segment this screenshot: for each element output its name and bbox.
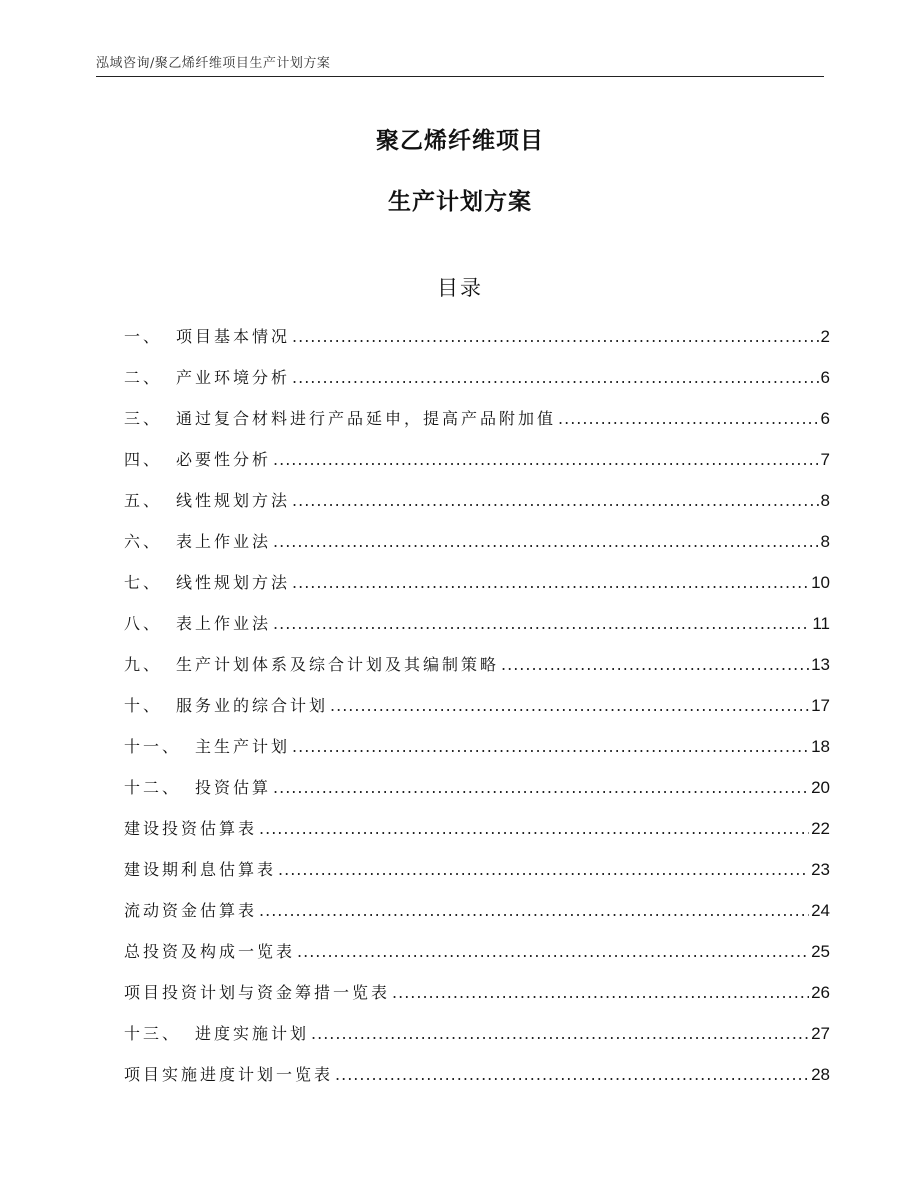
toc-dot-leader bbox=[259, 814, 809, 844]
toc-entry[interactable] bbox=[124, 1060, 830, 1101]
toc-entry-label bbox=[124, 322, 290, 352]
toc-dot-leader bbox=[558, 404, 819, 434]
toc-entry-title: 流动资金估算表 bbox=[124, 901, 258, 920]
toc-entry-label bbox=[124, 773, 271, 803]
toc-entry-page-number: 8 bbox=[820, 491, 830, 510]
toc-entry-title: 表上作业法 bbox=[176, 614, 272, 633]
toc-entry-page-number: 10 bbox=[811, 573, 830, 592]
toc-entry-page-number: 20 bbox=[811, 778, 830, 797]
toc-entry-number: 十三、 bbox=[124, 1024, 182, 1043]
toc-entry-page-number: 6 bbox=[820, 409, 830, 428]
toc-entry-page-number: 18 bbox=[811, 737, 830, 756]
header-divider bbox=[96, 76, 824, 77]
toc-entry[interactable] bbox=[124, 609, 830, 650]
toc-entry-title: 项目投资计划与资金筹措一览表 bbox=[124, 983, 391, 1002]
toc-entry-label bbox=[124, 404, 556, 434]
toc-entry-label bbox=[124, 1060, 333, 1090]
document-title: 聚乙烯纤维项目 bbox=[376, 128, 544, 154]
toc-dot-leader bbox=[311, 1019, 809, 1049]
toc-entry-label bbox=[124, 363, 290, 393]
toc-entry[interactable] bbox=[124, 896, 830, 937]
toc-entry-label bbox=[124, 814, 257, 844]
toc-entry-label bbox=[124, 978, 390, 1008]
toc-entry[interactable] bbox=[124, 527, 830, 568]
toc-entry-title: 建设期利息估算表 bbox=[124, 860, 277, 879]
toc-dot-leader bbox=[330, 691, 809, 721]
running-header: 泓域咨询/聚乙烯纤维项目生产计划方案 bbox=[96, 56, 331, 71]
toc-entry-number: 七、 bbox=[124, 573, 163, 592]
toc-entry-title: 建设投资估算表 bbox=[124, 819, 258, 838]
toc-entry-title: 产业环境分析 bbox=[176, 368, 291, 387]
toc-dot-leader bbox=[273, 609, 810, 639]
toc-dot-leader bbox=[292, 322, 819, 352]
toc-entry-label bbox=[124, 568, 290, 598]
toc-entry-page-number: 2 bbox=[820, 327, 830, 346]
toc-entry-title: 项目实施进度计划一览表 bbox=[124, 1065, 334, 1084]
toc-dot-leader bbox=[292, 486, 819, 516]
toc-entry-title: 线性规划方法 bbox=[176, 491, 291, 510]
toc-entry-number: 一、 bbox=[124, 327, 163, 346]
toc-entry-title: 投资估算 bbox=[195, 778, 272, 797]
toc-entry-page-number: 25 bbox=[811, 942, 830, 961]
toc-entry[interactable] bbox=[124, 937, 830, 978]
toc-entry[interactable] bbox=[124, 322, 830, 363]
toc-entry-title: 必要性分析 bbox=[176, 450, 272, 469]
toc-entry-label bbox=[124, 691, 328, 721]
toc-entry-number: 二、 bbox=[124, 368, 163, 387]
toc-entry-page-number: 13 bbox=[811, 655, 830, 674]
toc-heading: 目录 bbox=[437, 276, 483, 300]
toc-dot-leader bbox=[392, 978, 809, 1008]
toc-entry-page-number: 28 bbox=[811, 1065, 830, 1084]
toc-entry-page-number: 22 bbox=[811, 819, 830, 838]
toc-dot-leader bbox=[259, 896, 809, 926]
table-of-contents bbox=[124, 322, 830, 1101]
toc-entry-number: 八、 bbox=[124, 614, 163, 633]
toc-entry-label bbox=[124, 445, 271, 475]
toc-entry[interactable] bbox=[124, 1019, 830, 1060]
toc-entry-title: 总投资及构成一览表 bbox=[124, 942, 296, 961]
toc-dot-leader bbox=[273, 445, 819, 475]
toc-dot-leader bbox=[335, 1060, 809, 1090]
toc-entry[interactable] bbox=[124, 404, 830, 445]
toc-entry-title: 项目基本情况 bbox=[176, 327, 291, 346]
toc-entry[interactable] bbox=[124, 363, 830, 404]
toc-entry-title: 生产计划体系及综合计划及其编制策略 bbox=[176, 655, 500, 674]
toc-entry-page-number: 8 bbox=[820, 532, 830, 551]
toc-entry-title: 通过复合材料进行产品延申，提高产品附加值 bbox=[176, 409, 557, 428]
toc-entry[interactable] bbox=[124, 486, 830, 527]
toc-entry-page-number: 26 bbox=[811, 983, 830, 1002]
toc-entry-page-number: 11 bbox=[812, 614, 830, 633]
toc-dot-leader bbox=[297, 937, 809, 967]
toc-entry-title: 服务业的综合计划 bbox=[176, 696, 329, 715]
toc-entry[interactable] bbox=[124, 773, 830, 814]
toc-entry-page-number: 7 bbox=[820, 450, 830, 469]
toc-dot-leader bbox=[273, 773, 809, 803]
toc-entry-label bbox=[124, 527, 271, 557]
toc-entry-page-number: 6 bbox=[820, 368, 830, 387]
toc-dot-leader bbox=[501, 650, 809, 680]
toc-entry-label bbox=[124, 1019, 309, 1049]
toc-entry-label bbox=[124, 896, 257, 926]
toc-entry-number: 三、 bbox=[124, 409, 163, 428]
toc-entry-number: 六、 bbox=[124, 532, 163, 551]
toc-entry-title: 表上作业法 bbox=[176, 532, 272, 551]
document-subtitle: 生产计划方案 bbox=[388, 189, 532, 215]
toc-dot-leader bbox=[273, 527, 819, 557]
toc-entry-number: 九、 bbox=[124, 655, 163, 674]
toc-entry[interactable] bbox=[124, 650, 830, 691]
toc-entry-label bbox=[124, 937, 295, 967]
toc-entry-page-number: 24 bbox=[811, 901, 830, 920]
toc-entry[interactable] bbox=[124, 978, 830, 1019]
toc-entry[interactable] bbox=[124, 732, 830, 773]
toc-entry-title: 主生产计划 bbox=[195, 737, 291, 756]
toc-entry-title: 线性规划方法 bbox=[176, 573, 291, 592]
toc-entry-page-number: 23 bbox=[811, 860, 830, 879]
toc-entry-number: 五、 bbox=[124, 491, 163, 510]
toc-entry-number: 十二、 bbox=[124, 778, 182, 797]
toc-dot-leader bbox=[292, 568, 809, 598]
toc-entry[interactable] bbox=[124, 445, 830, 486]
toc-entry[interactable] bbox=[124, 691, 830, 732]
toc-entry-number: 十、 bbox=[124, 696, 163, 715]
toc-entry-page-number: 17 bbox=[811, 696, 830, 715]
toc-entry[interactable] bbox=[124, 855, 830, 896]
toc-entry-number: 十一、 bbox=[124, 737, 182, 756]
toc-entry[interactable] bbox=[124, 568, 830, 609]
toc-entry-label bbox=[124, 855, 276, 885]
toc-dot-leader bbox=[292, 732, 809, 762]
toc-entry[interactable] bbox=[124, 814, 830, 855]
toc-entry-label bbox=[124, 650, 499, 680]
toc-entry-label bbox=[124, 486, 290, 516]
toc-entry-title: 进度实施计划 bbox=[195, 1024, 310, 1043]
toc-dot-leader bbox=[278, 855, 809, 885]
toc-dot-leader bbox=[292, 363, 819, 393]
toc-entry-page-number: 27 bbox=[811, 1024, 830, 1043]
toc-entry-label bbox=[124, 609, 271, 639]
toc-entry-label bbox=[124, 732, 290, 762]
toc-entry-number: 四、 bbox=[124, 450, 163, 469]
